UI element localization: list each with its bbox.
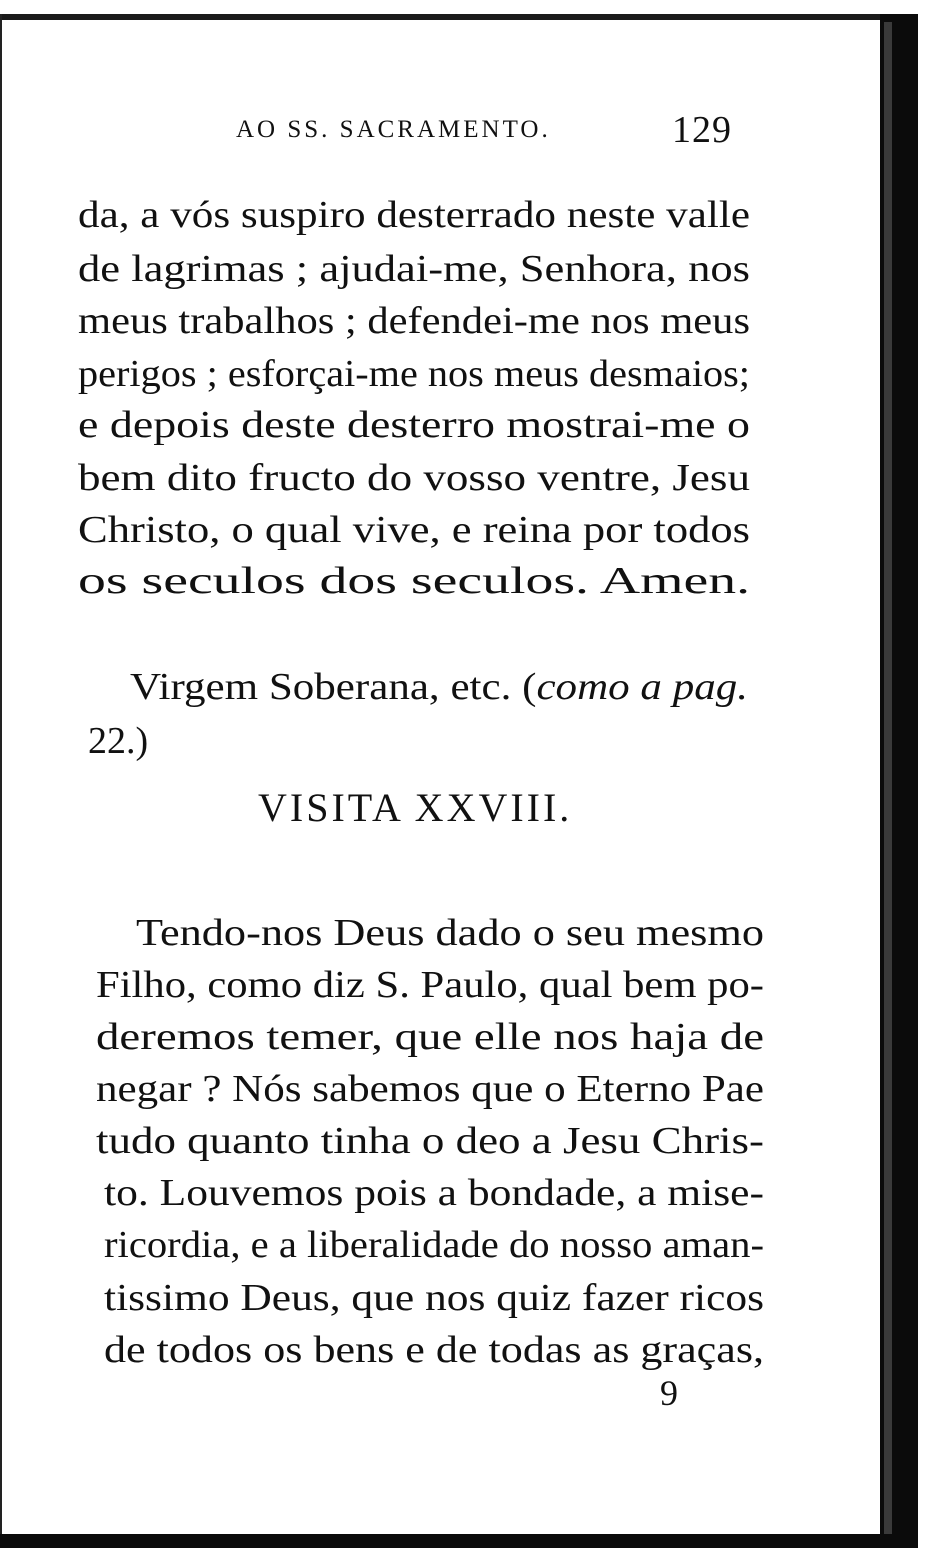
text-line: deremos temer, que elle nos haja de [96,1016,764,1058]
signature-mark: 9 [660,1373,678,1413]
text-line: meus trabalhos ; defendei-me nos meus [78,300,750,342]
running-head: AO SS. SACRAMENTO. [236,116,551,143]
scan-border-left [0,14,2,1544]
text-line: perigos ; esforçai-me nos meus desmaios; [78,353,751,395]
scan-border-bottom [0,1534,918,1548]
reference-italic: como a pag. [536,666,748,708]
text-line: de lagrimas ; ajudai-me, Senhora, nos [78,248,750,290]
text-line: bem dito fructo do vosso ventre, Jesu [78,457,750,499]
text-line: Christo, o qual vive, e reina por todos [78,509,750,551]
text-line: da, a vós suspiro desterrado neste valle [78,194,750,236]
reference-line [130,668,748,706]
page-header [236,108,756,152]
text-line: os seculos dos seculos. Amen. [78,560,750,602]
section-heading: VISITA XXVIII. [258,785,573,830]
page-number: 129 [672,109,732,151]
text-line: de todos os bens e de todas as graças, [104,1329,764,1371]
text-line: Tendo-nos Deus dado o seu mesmo [136,912,764,954]
reference-text: Virgem Soberana, etc. ( [130,666,537,708]
text-line: to. Louvemos pois a bondade, a mise- [104,1172,764,1214]
text-line: tissimo Deus, que nos quiz fazer ricos [104,1277,764,1319]
scan-border-right-inner [884,22,892,1536]
text-line: e depois deste desterro mostrai-me o [78,404,750,446]
text-line: negar ? Nós sabemos que o Eterno Pae [96,1068,764,1110]
scan-border-top [0,14,918,20]
text-line: ricordia, e a liberalidade do nosso aman- [104,1224,764,1266]
text-line: Filho, como diz S. Paulo, qual bem po- [96,964,764,1006]
reference-page: 22.) [88,720,149,762]
text-line: tudo quanto tinha o deo a Jesu Chris- [96,1120,764,1162]
